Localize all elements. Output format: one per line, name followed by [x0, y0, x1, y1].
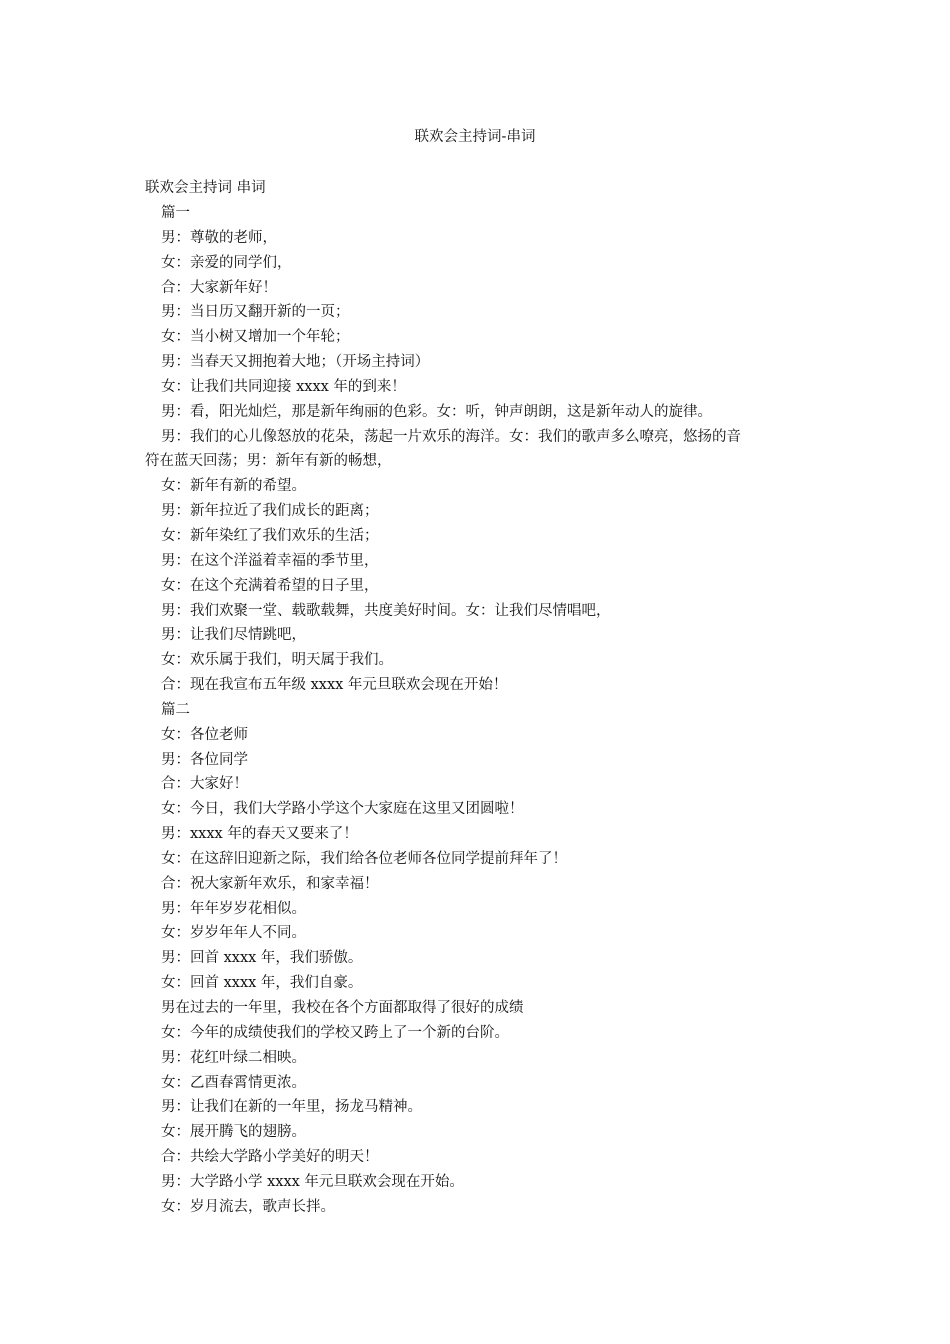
text-line: 合：大家新年好！: [161, 279, 277, 296]
text-line: 男：让我们尽情跳吧，: [161, 627, 306, 644]
text-line: 符在蓝天回荡；男：新年有新的畅想，: [145, 453, 392, 470]
text-line: 女：在这个充满着希望的日子里，: [161, 577, 379, 594]
text-line: 男：大学路小学 xxxx 年元旦联欢会现在开始。: [161, 1173, 464, 1190]
text-line: 男：让我们在新的一年里，扬龙马精神。: [161, 1099, 422, 1116]
text-line: 男：我们欢聚一堂、载歌载舞，共度美好时间。女：让我们尽情唱吧，: [161, 602, 611, 619]
text-line: 合：大家好！: [161, 776, 248, 793]
text-line: 男：花红叶绿二相映。: [161, 1049, 306, 1066]
document-heading: 联欢会主持词 串词: [145, 180, 266, 196]
text-line: 女：今日，我们大学路小学这个大家庭在这里又团圆啦！: [161, 801, 524, 818]
text-line: 女：欢乐属于我们，明天属于我们。: [161, 652, 393, 669]
document-title: 联欢会主持词-串词: [414, 129, 536, 145]
text-line: 女：岁岁年年人不同。: [161, 925, 306, 942]
text-line: 女：回首 xxxx 年，我们自豪。: [161, 975, 363, 992]
text-line: 男：当日历又翻开新的一页；: [161, 304, 350, 321]
text-line: 女：在这辞旧迎新之际，我们给各位老师各位同学提前拜年了！: [161, 850, 567, 867]
text-line: 男：xxxx 年的春天又要来了！: [161, 826, 358, 843]
text-line: 男：在这个洋溢着幸福的季节里，: [161, 552, 379, 569]
text-line: 男在过去的一年里，我校在各个方面都取得了很好的成绩: [161, 1000, 524, 1016]
text-line: 合：祝大家新年欢乐，和家幸福！: [161, 875, 379, 892]
text-line: 女：新年有新的希望。: [161, 478, 306, 495]
text-line: 男：各位同学: [161, 751, 248, 768]
text-line: 篇一: [161, 205, 190, 221]
text-line: 女：乙酉春霄情更浓。: [161, 1074, 306, 1091]
text-line: 女：让我们共同迎接 xxxx 年的到来！: [161, 378, 406, 395]
text-line: 女：今年的成绩使我们的学校又跨上了一个新的台阶。: [161, 1024, 509, 1041]
text-line: 男：当春天又拥抱着大地；（开场主持词）: [161, 354, 430, 371]
text-line: 合：现在我宣布五年级 xxxx 年元旦联欢会现在开始！: [161, 677, 508, 694]
text-line: 男：我们的心儿像怒放的花朵，荡起一片欢乐的海洋。女：我们的歌声多么嘹亮，悠扬的音: [161, 428, 741, 445]
text-line: 男：看，阳光灿烂，那是新年绚丽的色彩。女：听，钟声朗朗，这是新年动人的旋律。: [161, 403, 712, 420]
text-line: 男：年年岁岁花相似。: [161, 900, 306, 917]
text-line: 女：各位老师: [161, 726, 248, 743]
text-line: 男：新年拉近了我们成长的距离；: [161, 503, 379, 520]
text-line: 女：当小树又增加一个年轮；: [161, 329, 350, 346]
text-line: 女：岁月流去，歌声长拌。: [161, 1198, 335, 1215]
text-line: 合：共绘大学路小学美好的明天！: [161, 1149, 379, 1166]
text-line: 女：亲爱的同学们，: [161, 254, 292, 271]
text-line: 男：回首 xxxx 年，我们骄傲。: [161, 950, 363, 967]
document-body: [145, 201, 805, 1220]
text-line: 男：尊敬的老师，: [161, 229, 277, 246]
text-line: 女：展开腾飞的翅膀。: [161, 1124, 306, 1141]
text-line: 篇二: [161, 701, 190, 718]
text-line: 女：新年染红了我们欢乐的生活；: [161, 527, 379, 544]
